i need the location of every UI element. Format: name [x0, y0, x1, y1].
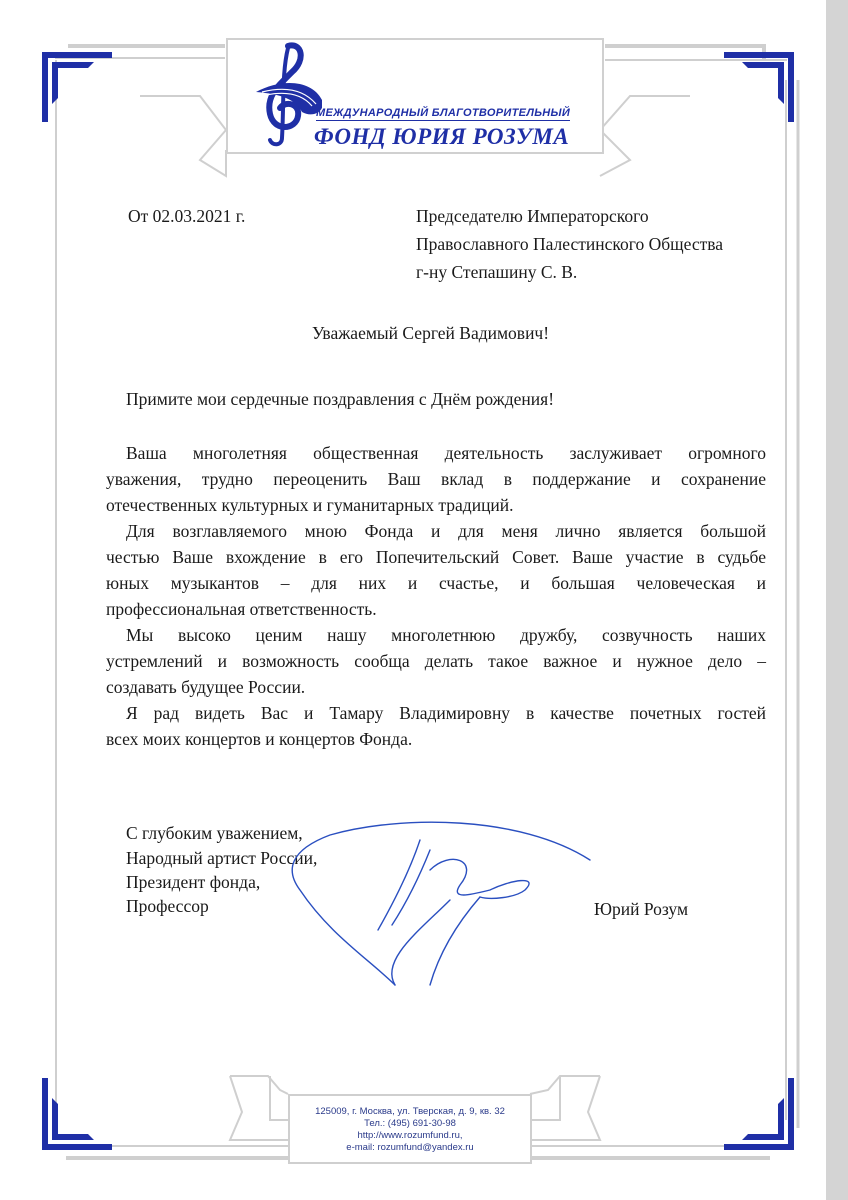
closing-line-3: Президент фонда, — [126, 872, 261, 892]
closing-line-4: Профессор — [126, 896, 209, 916]
paragraph-line: всех моих концертов и концертов Фонда. — [106, 729, 413, 749]
footer-website[interactable]: http://www.rozumfund.ru, — [357, 1130, 463, 1141]
body-paragraph-4 — [106, 700, 766, 752]
treble-clef-icon — [242, 42, 322, 150]
org-subtitle: МЕЖДУНАРОДНЫЙ БЛАГОТВОРИТЕЛЬНЫЙ — [316, 107, 571, 119]
footer-contact — [288, 1094, 532, 1164]
footer-email[interactable]: e-mail: rozumfund@yandex.ru — [346, 1142, 474, 1153]
paragraph-line: устремлений и возможность сообща делать такое важное и нужное дело – — [106, 651, 766, 671]
paragraph-line: отечественных культурных и гуманитарных традиций. — [106, 495, 514, 515]
frame-corner-bottom-left — [42, 1078, 122, 1150]
recipient-line-2: Православного Палестинского Общества — [416, 234, 724, 254]
letter-date: От 02.03.2021 г. — [128, 206, 246, 226]
paragraph-line: юных музыкантов – для них и счастье, и большая человеческая и — [106, 573, 766, 593]
signer-name: Юрий Розум — [594, 899, 689, 919]
body-paragraph-3 — [106, 622, 766, 700]
letterhead-logo — [226, 38, 604, 154]
paragraph-line: Ваша многолетняя общественная деятельность заслуживает огромного — [126, 443, 766, 463]
body-paragraph-1 — [106, 440, 766, 518]
footer-address: 125009, г. Москва, ул. Тверская, д. 9, кв. 32 — [315, 1106, 505, 1117]
closing-line-1: С глубоким уважением, — [126, 823, 303, 843]
paragraph-line: Для возглавляемого мною Фонда и для меня лично является большой — [126, 521, 766, 541]
closing-line-2: Народный артист России, — [126, 848, 318, 868]
recipient-line-3: г-ну Степашину С. В. — [416, 262, 578, 282]
greeting: Уважаемый Сергей Вадимович! — [312, 323, 550, 343]
paragraph-line: создавать будущее России. — [106, 677, 306, 697]
footer-phone: Тел.: (495) 691-30-98 — [364, 1118, 456, 1129]
scan-edge — [826, 0, 848, 1200]
paragraph-line: профессиональная ответственность. — [106, 599, 377, 619]
body-paragraph-2 — [106, 518, 766, 622]
paragraph-line: уважения, трудно переоценить Ваш вклад в поддержание и сохранение — [106, 469, 766, 489]
org-title: ФОНД ЮРИЯ РОЗУМА — [314, 124, 570, 149]
recipient-line-1: Председателю Императорского — [416, 206, 649, 226]
frame-corner-top-right — [714, 52, 794, 132]
paragraph-line: честью Ваше вхождение в его Попечительский Совет. Ваше участие в судьбе — [106, 547, 766, 567]
intro-line: Примите мои сердечные поздравления с Днём рождения! — [126, 389, 555, 409]
paragraph-line: Я рад видеть Вас и Тамару Владимировну в качестве почетных гостей — [126, 703, 766, 723]
frame-corner-top-left — [42, 52, 122, 132]
frame-corner-bottom-right — [714, 1078, 794, 1150]
paragraph-line: Мы высоко ценим нашу многолетнюю дружбу, созвучность наших — [126, 625, 766, 645]
